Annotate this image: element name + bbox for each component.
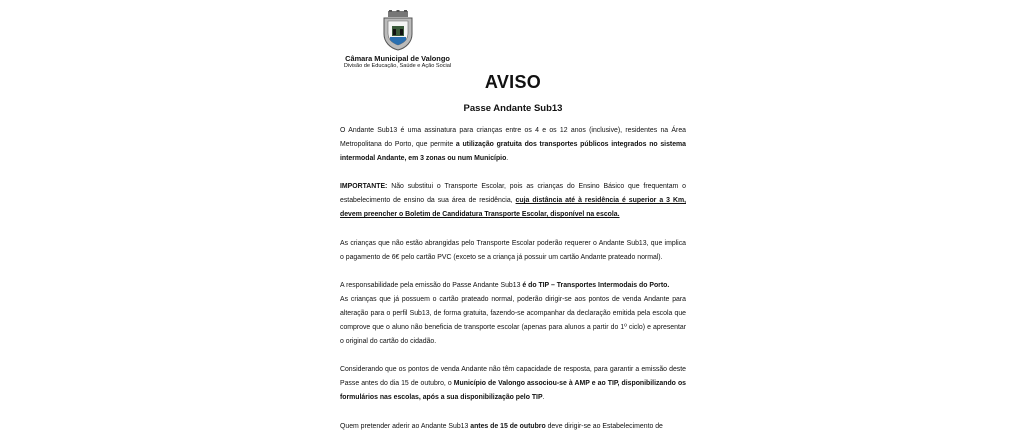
page-subtitle: Passe Andante Sub13 [463,103,563,114]
paragraph-1: O Andante Sub13 é uma assinatura para crianças entre os 4 e os 12 anos (inclusive), residentes na Área Metropolitana do Porto, que permite a utilização gratuita dos transportes públicos integrados no sistema intermodal Andante, em 3 zonas ou num Município. [340,127,686,163]
organization-name: Câmara Municipal de Valongo [345,54,450,63]
letterhead [340,10,455,69]
coat-of-arms-icon [380,10,416,52]
paragraph-7: Quem pretender aderir ao Andante Sub13 antes de 15 de outubro deve dirigir-se ao Estabelecimento de [340,422,663,430]
paragraph-4: A responsabilidade pela emissão do Passe Andante Sub13 é do TIP – Transportes Intermodais do Porto. [340,281,670,289]
paragraph-3: As crianças que não estão abrangidas pelo Transporte Escolar poderão requerer o Andante Sub13, que implica o pagamento de 6€ pelo cartão PVC (exceto se a criança já possuir um cartão Andante prateado normal). [340,239,686,261]
document-body [340,124,686,448]
page-title: AVISO [484,72,542,92]
paragraph-5: As crianças que já possuem o cartão prateado normal, poderão dirigir-se aos pontos de venda Andante para alteração para o perfil Sub13, de forma gratuita, fazendo-se acompanhar da declaração emitida pela escola que comprove que o aluno não beneficia de transporte escolar (apenas para alunos a partir do 1º ciclo) e apresentar o original do cartão do cidadão. [340,295,686,346]
organization-division: Divisão de Educação, Saúde e Ação Social [343,63,452,69]
paragraph-important: IMPORTANTE: Não substitui o Transporte Escolar, pois as crianças do Ensino Básico que frequentam o estabelecimento de ensino da sua área de residência, cuja distância até à residência é superior a 3 Km, devem preencher o Boletim de Candidatura Transporte Escolar, disponível na escola. [340,183,686,219]
paragraph-6: Considerando que os pontos de venda Andante não têm capacidade de resposta, para garantir a emissão deste Passe antes do dia 15 de outubro, o Município de Valongo associou-se à AMP e ao TIP, disponibilizando os formulários nas escolas, após a sua disponibilização pelo TIP. [340,366,686,402]
